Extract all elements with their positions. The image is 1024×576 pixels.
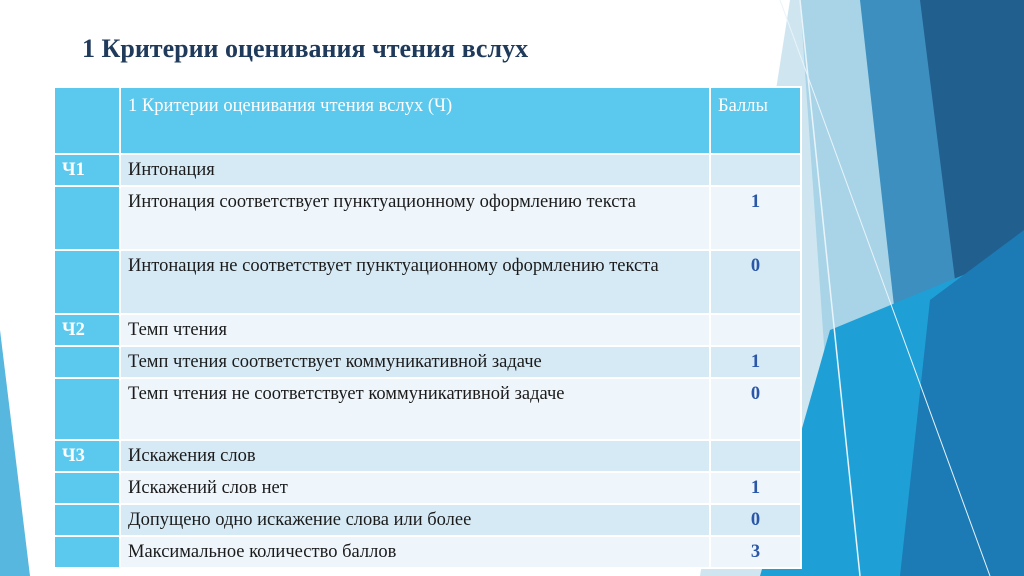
table-row <box>54 186 801 250</box>
criterion-cell: Искажений слов нет <box>120 472 710 504</box>
points-cell <box>710 314 801 346</box>
points-cell: 3 <box>710 536 801 568</box>
points-cell: 0 <box>710 504 801 536</box>
slide-title: 1 Критерии оценивания чтения вслух <box>82 34 529 63</box>
left-accent-strip <box>0 330 30 576</box>
section-code-cell <box>54 250 120 314</box>
criterion-cell: Искажения слов <box>120 440 710 472</box>
criterion-cell: Темп чтения соответствует коммуникативной задаче <box>120 346 710 378</box>
table-row <box>54 154 801 186</box>
points-cell: 1 <box>710 472 801 504</box>
criterion-cell: Интонация не соответствует пунктуационному оформлению текста <box>120 250 710 314</box>
criterion-cell: Темп чтения не соответствует коммуникативной задаче <box>120 378 710 440</box>
section-code-cell <box>54 346 120 378</box>
criterion-cell: Допущено одно искажение слова или более <box>120 504 710 536</box>
table-row <box>54 346 801 378</box>
criterion-cell: Интонация соответствует пунктуационному оформлению текста <box>120 186 710 250</box>
table-row <box>54 440 801 472</box>
points-cell: 1 <box>710 186 801 250</box>
points-cell: 0 <box>710 378 801 440</box>
criterion-cell: Темп чтения <box>120 314 710 346</box>
section-code-cell <box>54 472 120 504</box>
points-cell: 1 <box>710 346 801 378</box>
points-cell <box>710 440 801 472</box>
points-cell: 0 <box>710 250 801 314</box>
criterion-cell: Максимальное количество баллов <box>120 536 710 568</box>
table-header-row <box>54 87 801 154</box>
section-code-cell <box>54 186 120 250</box>
section-code-cell <box>54 536 120 568</box>
section-code-cell: Ч1 <box>54 154 120 186</box>
criterion-cell: Интонация <box>120 154 710 186</box>
header-points-cell: Баллы <box>710 87 801 154</box>
table-row <box>54 472 801 504</box>
table-row <box>54 250 801 314</box>
header-criterion-cell: 1 Критерии оценивания чтения вслух (Ч) <box>120 87 710 154</box>
table-row <box>54 378 801 440</box>
criteria-table <box>53 86 802 569</box>
table-row <box>54 314 801 346</box>
section-code-cell: Ч3 <box>54 440 120 472</box>
header-code-cell <box>54 87 120 154</box>
points-cell <box>710 154 801 186</box>
section-code-cell: Ч2 <box>54 314 120 346</box>
table-row-total <box>54 536 801 568</box>
section-code-cell <box>54 504 120 536</box>
section-code-cell <box>54 378 120 440</box>
table-row <box>54 504 801 536</box>
